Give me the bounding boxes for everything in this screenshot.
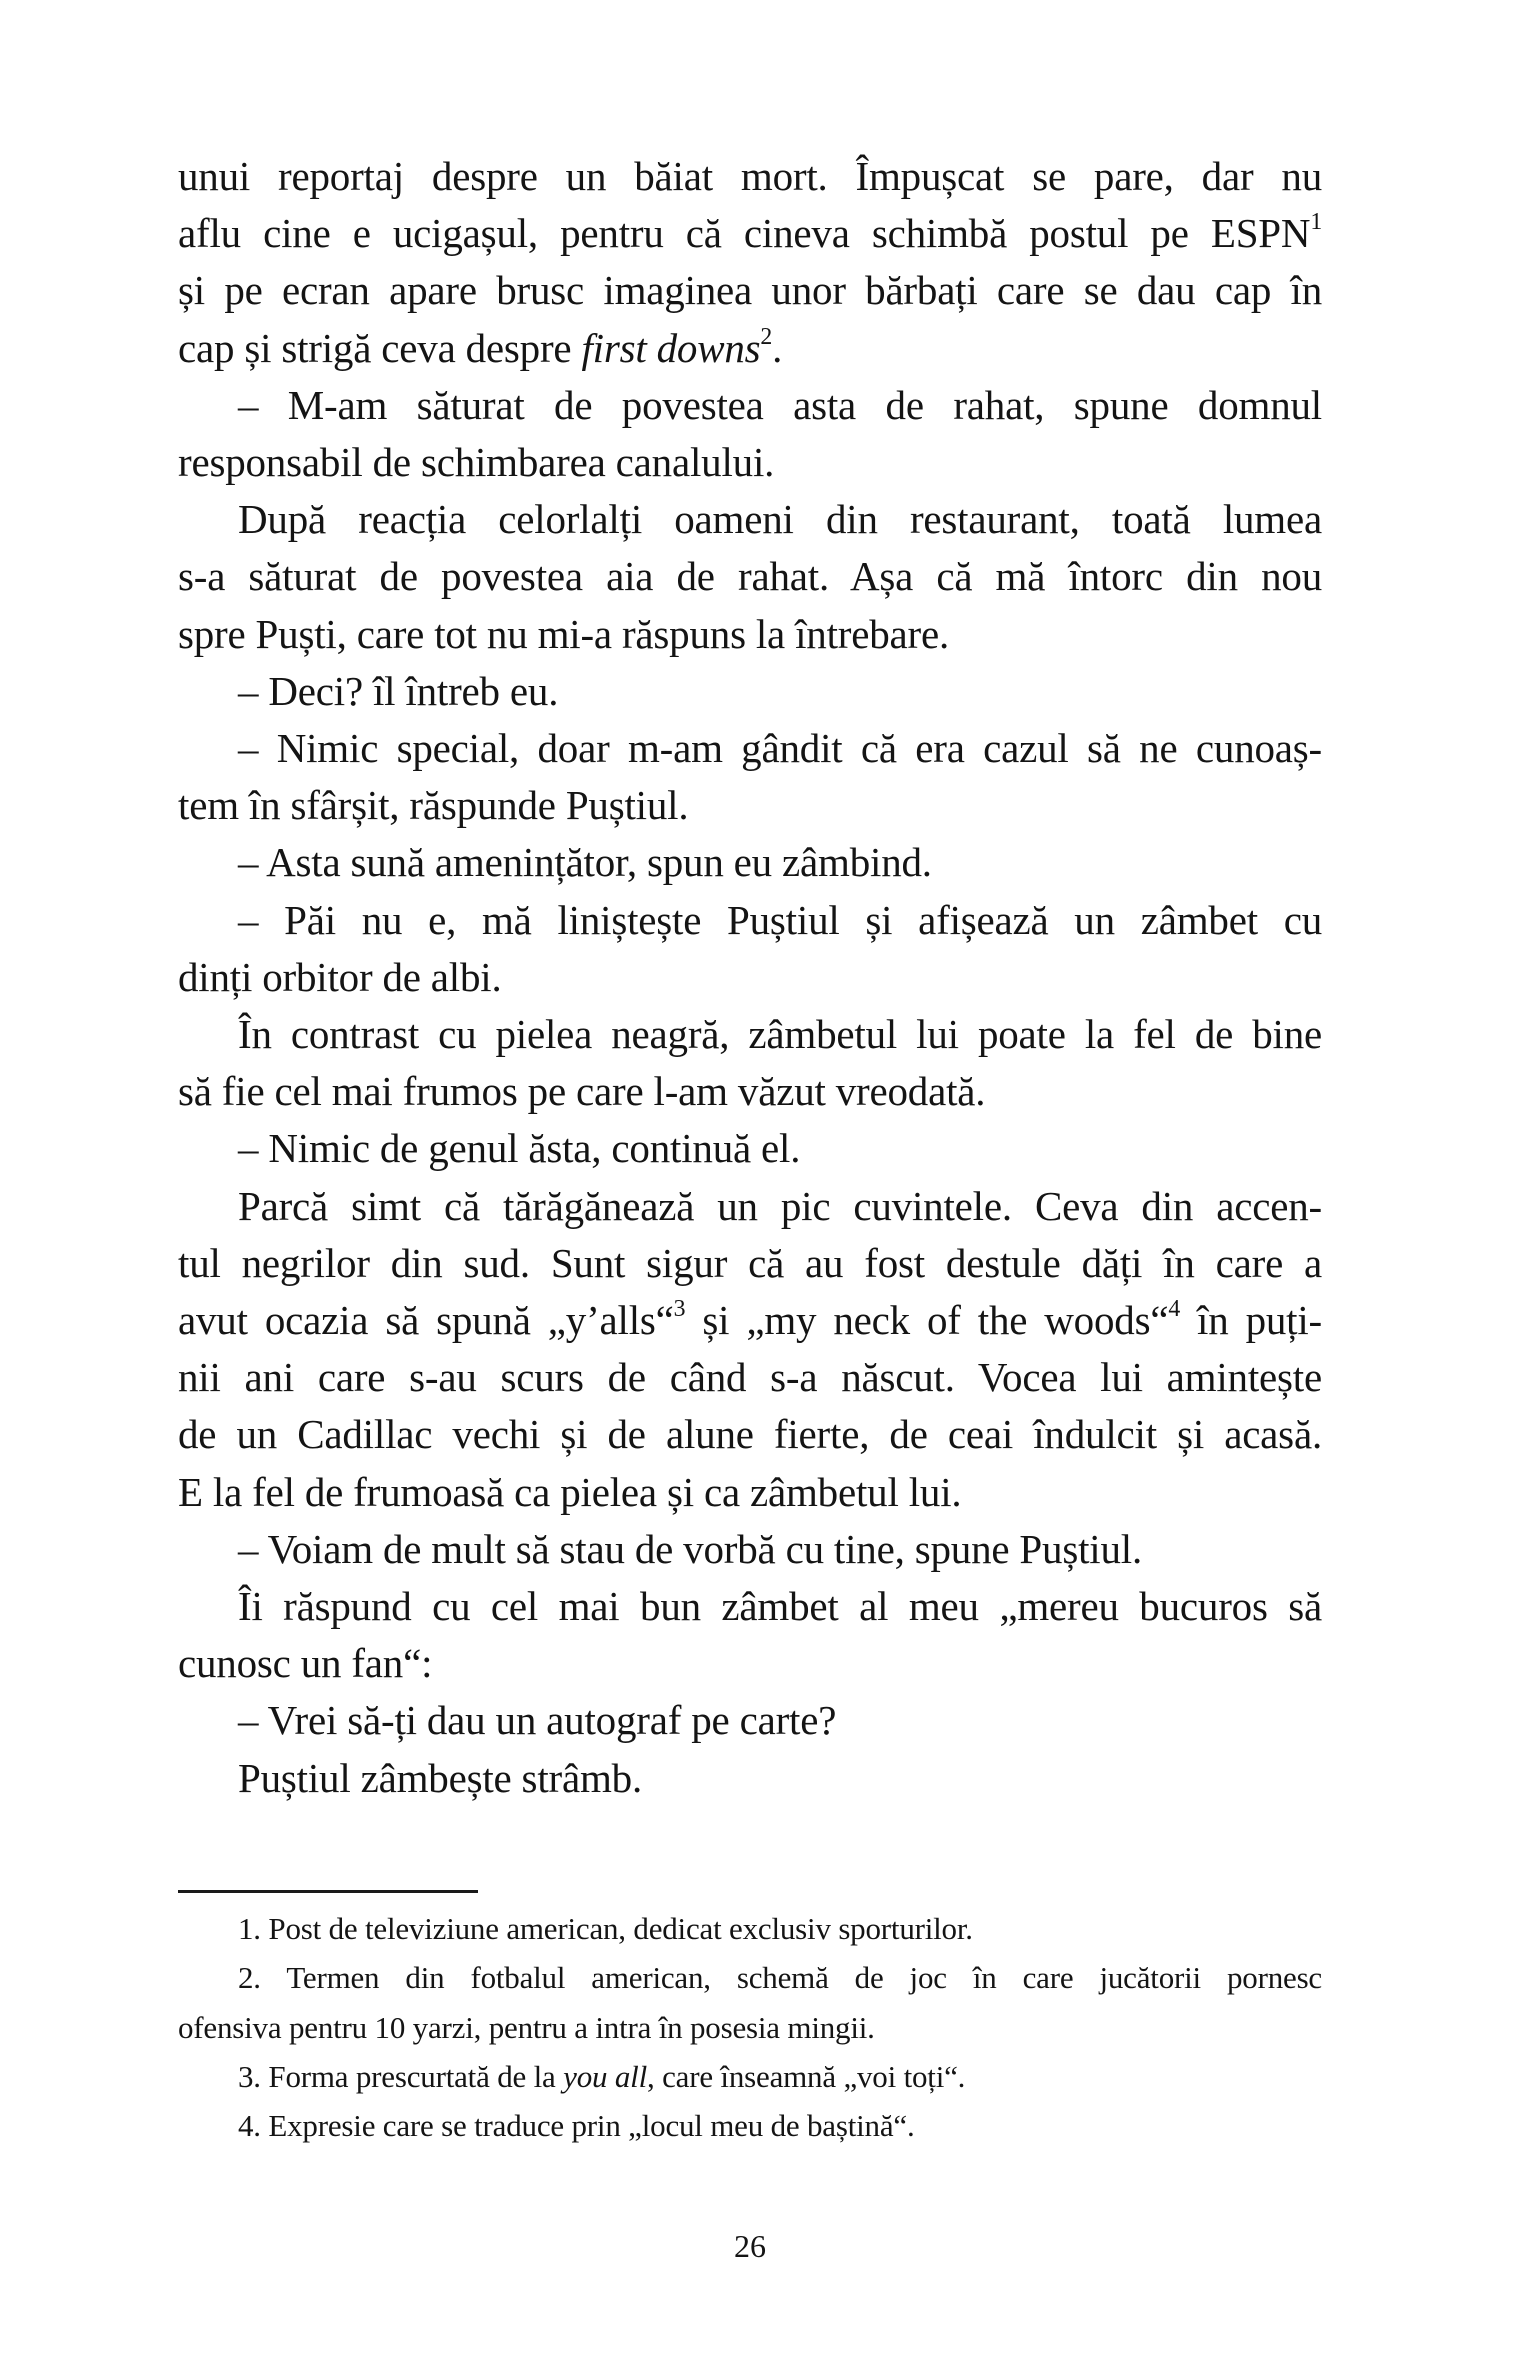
text-segment: 4. Expresie care se traduce prin „locul meu de baștină“. [238, 2108, 915, 2144]
body-line [178, 432, 1322, 492]
text-segment: În contrast cu pielea neagră, zâmbetul lui poate la fel de bine [238, 1011, 1322, 1057]
body-line [178, 146, 1322, 206]
text-segment: – Voiam de mult să stau de vorbă cu tine, spune Puștiul. [238, 1525, 1142, 1572]
footnote-reference: 3 [673, 1296, 686, 1323]
text-segment: Parcă simt că tărăgănează un pic cuvintele. Ceva din accen- [238, 1182, 1322, 1229]
text-segment: 2. Termen din fotbalul american, schemă de joc în care jucătorii pornesc [238, 1960, 1322, 1996]
page-number-container [0, 2226, 1535, 2266]
body-line [178, 1061, 1322, 1121]
body-line [238, 1176, 1322, 1236]
body-line [178, 1233, 1322, 1293]
text-segment: aflu cine e ucigașul, pentru că cineva schimbă postul pe ESPN [178, 210, 1311, 257]
text-segment: și pe ecran apare brusc imaginea unor bărbați care se dau cap în [178, 267, 1322, 314]
footnote-line [238, 2053, 1322, 2101]
text-segment: După reacția celorlalți oameni din restaurant, toată lumea [238, 496, 1322, 543]
text-segment: și „my neck of the woods“ [685, 1297, 1169, 1343]
body-line [238, 1690, 1322, 1750]
body-line [178, 604, 1322, 664]
footnote-reference: 2 [760, 323, 773, 350]
italic-text: first downs [581, 324, 761, 371]
text-segment: s-a săturat de povestea aia de rahat. Așa că mă întorc din nou [178, 553, 1322, 600]
footnote-line [238, 1905, 1322, 1953]
text-segment: tem în sfârșit, răspunde Puștiul. [178, 782, 689, 829]
text-segment: nii ani care s-au scurs de când s-a născut. Vocea lui amintește [178, 1354, 1322, 1401]
text-segment: de un Cadillac vechi și de alune fierte, de ceai îndulcit și acasă. [178, 1411, 1322, 1458]
body-line [178, 260, 1322, 320]
text-segment: să fie cel mai frumos pe care l-am văzut vreodată. [178, 1068, 986, 1115]
page-number: 26 [734, 2228, 766, 2264]
body-line [178, 203, 1322, 263]
text-segment: avut ocazia să spună „y’alls“ [178, 1297, 674, 1343]
body-line [238, 375, 1322, 435]
text-segment: – Deci? îl întreb eu. [238, 667, 559, 714]
text-segment: 1. Post de televiziune american, dedicat exclusiv sporturilor. [238, 1911, 973, 1946]
text-segment: unui reportaj despre un băiat mort. Împușcat se pare, dar nu [178, 153, 1322, 199]
body-line [238, 832, 1322, 892]
body-line [178, 1347, 1322, 1407]
text-segment: spre Puști, care tot nu mi-a răspuns la întrebare. [178, 610, 950, 657]
body-line [178, 318, 1322, 378]
body-line [238, 1748, 1322, 1808]
italic-text: you all [563, 2058, 647, 2094]
body-line [238, 718, 1322, 778]
text-segment: – M-am săturat de povestea asta de rahat, spune domnul [238, 381, 1322, 428]
text-segment: 3. Forma prescurtată de la [238, 2058, 564, 2094]
text-segment: ofensiva pentru 10 yarzi, pentru a intra în posesia mingii. [178, 2009, 875, 2045]
footnote-reference: 4 [1168, 1296, 1181, 1323]
text-segment: cunosc un fan“: [178, 1640, 433, 1687]
body-line [238, 1004, 1322, 1064]
footnote-line [178, 2004, 1322, 2052]
text-segment: – Nimic special, doar m-am gândit că era cazul să ne cunoaș- [238, 725, 1322, 771]
footnote-separator-rule [178, 1890, 478, 1893]
body-line [178, 1633, 1322, 1693]
text-segment: , care înseamnă „voi toți“. [646, 2058, 966, 2094]
text-segment: – Păi nu e, mă liniștește Puștiul și afișează un zâmbet cu [238, 896, 1322, 943]
body-line [178, 546, 1322, 606]
text-segment: . [772, 324, 783, 371]
text-segment: – Vrei să-ți dau un autograf pe carte? [238, 1697, 837, 1744]
body-line [178, 1462, 1322, 1522]
text-segment: Îi răspund cu cel mai bun zâmbet al meu „mereu bucuros să [238, 1583, 1322, 1629]
body-line [178, 947, 1322, 1007]
text-segment: tul negrilor din sud. Sunt sigur că au fost destule dăți în care a [178, 1239, 1322, 1286]
text-segment: cap și strigă ceva despre [178, 324, 582, 371]
text-segment: dinți orbitor de albi. [178, 953, 502, 1000]
body-line [178, 1404, 1322, 1464]
text-segment: Puștiul zâmbește strâmb. [238, 1754, 642, 1801]
footnote-reference: 1 [1310, 209, 1322, 236]
body-line [238, 1519, 1322, 1579]
body-line [238, 661, 1322, 721]
text-segment: responsabil de schimbarea canalului. [178, 439, 775, 485]
text-segment: – Nimic de genul ăsta, continuă el. [238, 1125, 801, 1172]
footnote-line [238, 2102, 1322, 2150]
body-line [238, 1576, 1322, 1636]
footnote-line [238, 1954, 1322, 2002]
text-segment: în puți- [1180, 1297, 1323, 1343]
body-line [238, 1118, 1322, 1178]
text-segment: – Asta sună amenințător, spun eu zâmbind. [238, 839, 932, 886]
body-line [178, 1290, 1322, 1350]
text-segment: E la fel de frumoasă ca pielea și ca zâmbetul lui. [178, 1468, 962, 1515]
body-line [238, 489, 1322, 549]
body-line [178, 775, 1322, 835]
body-line [238, 890, 1322, 950]
